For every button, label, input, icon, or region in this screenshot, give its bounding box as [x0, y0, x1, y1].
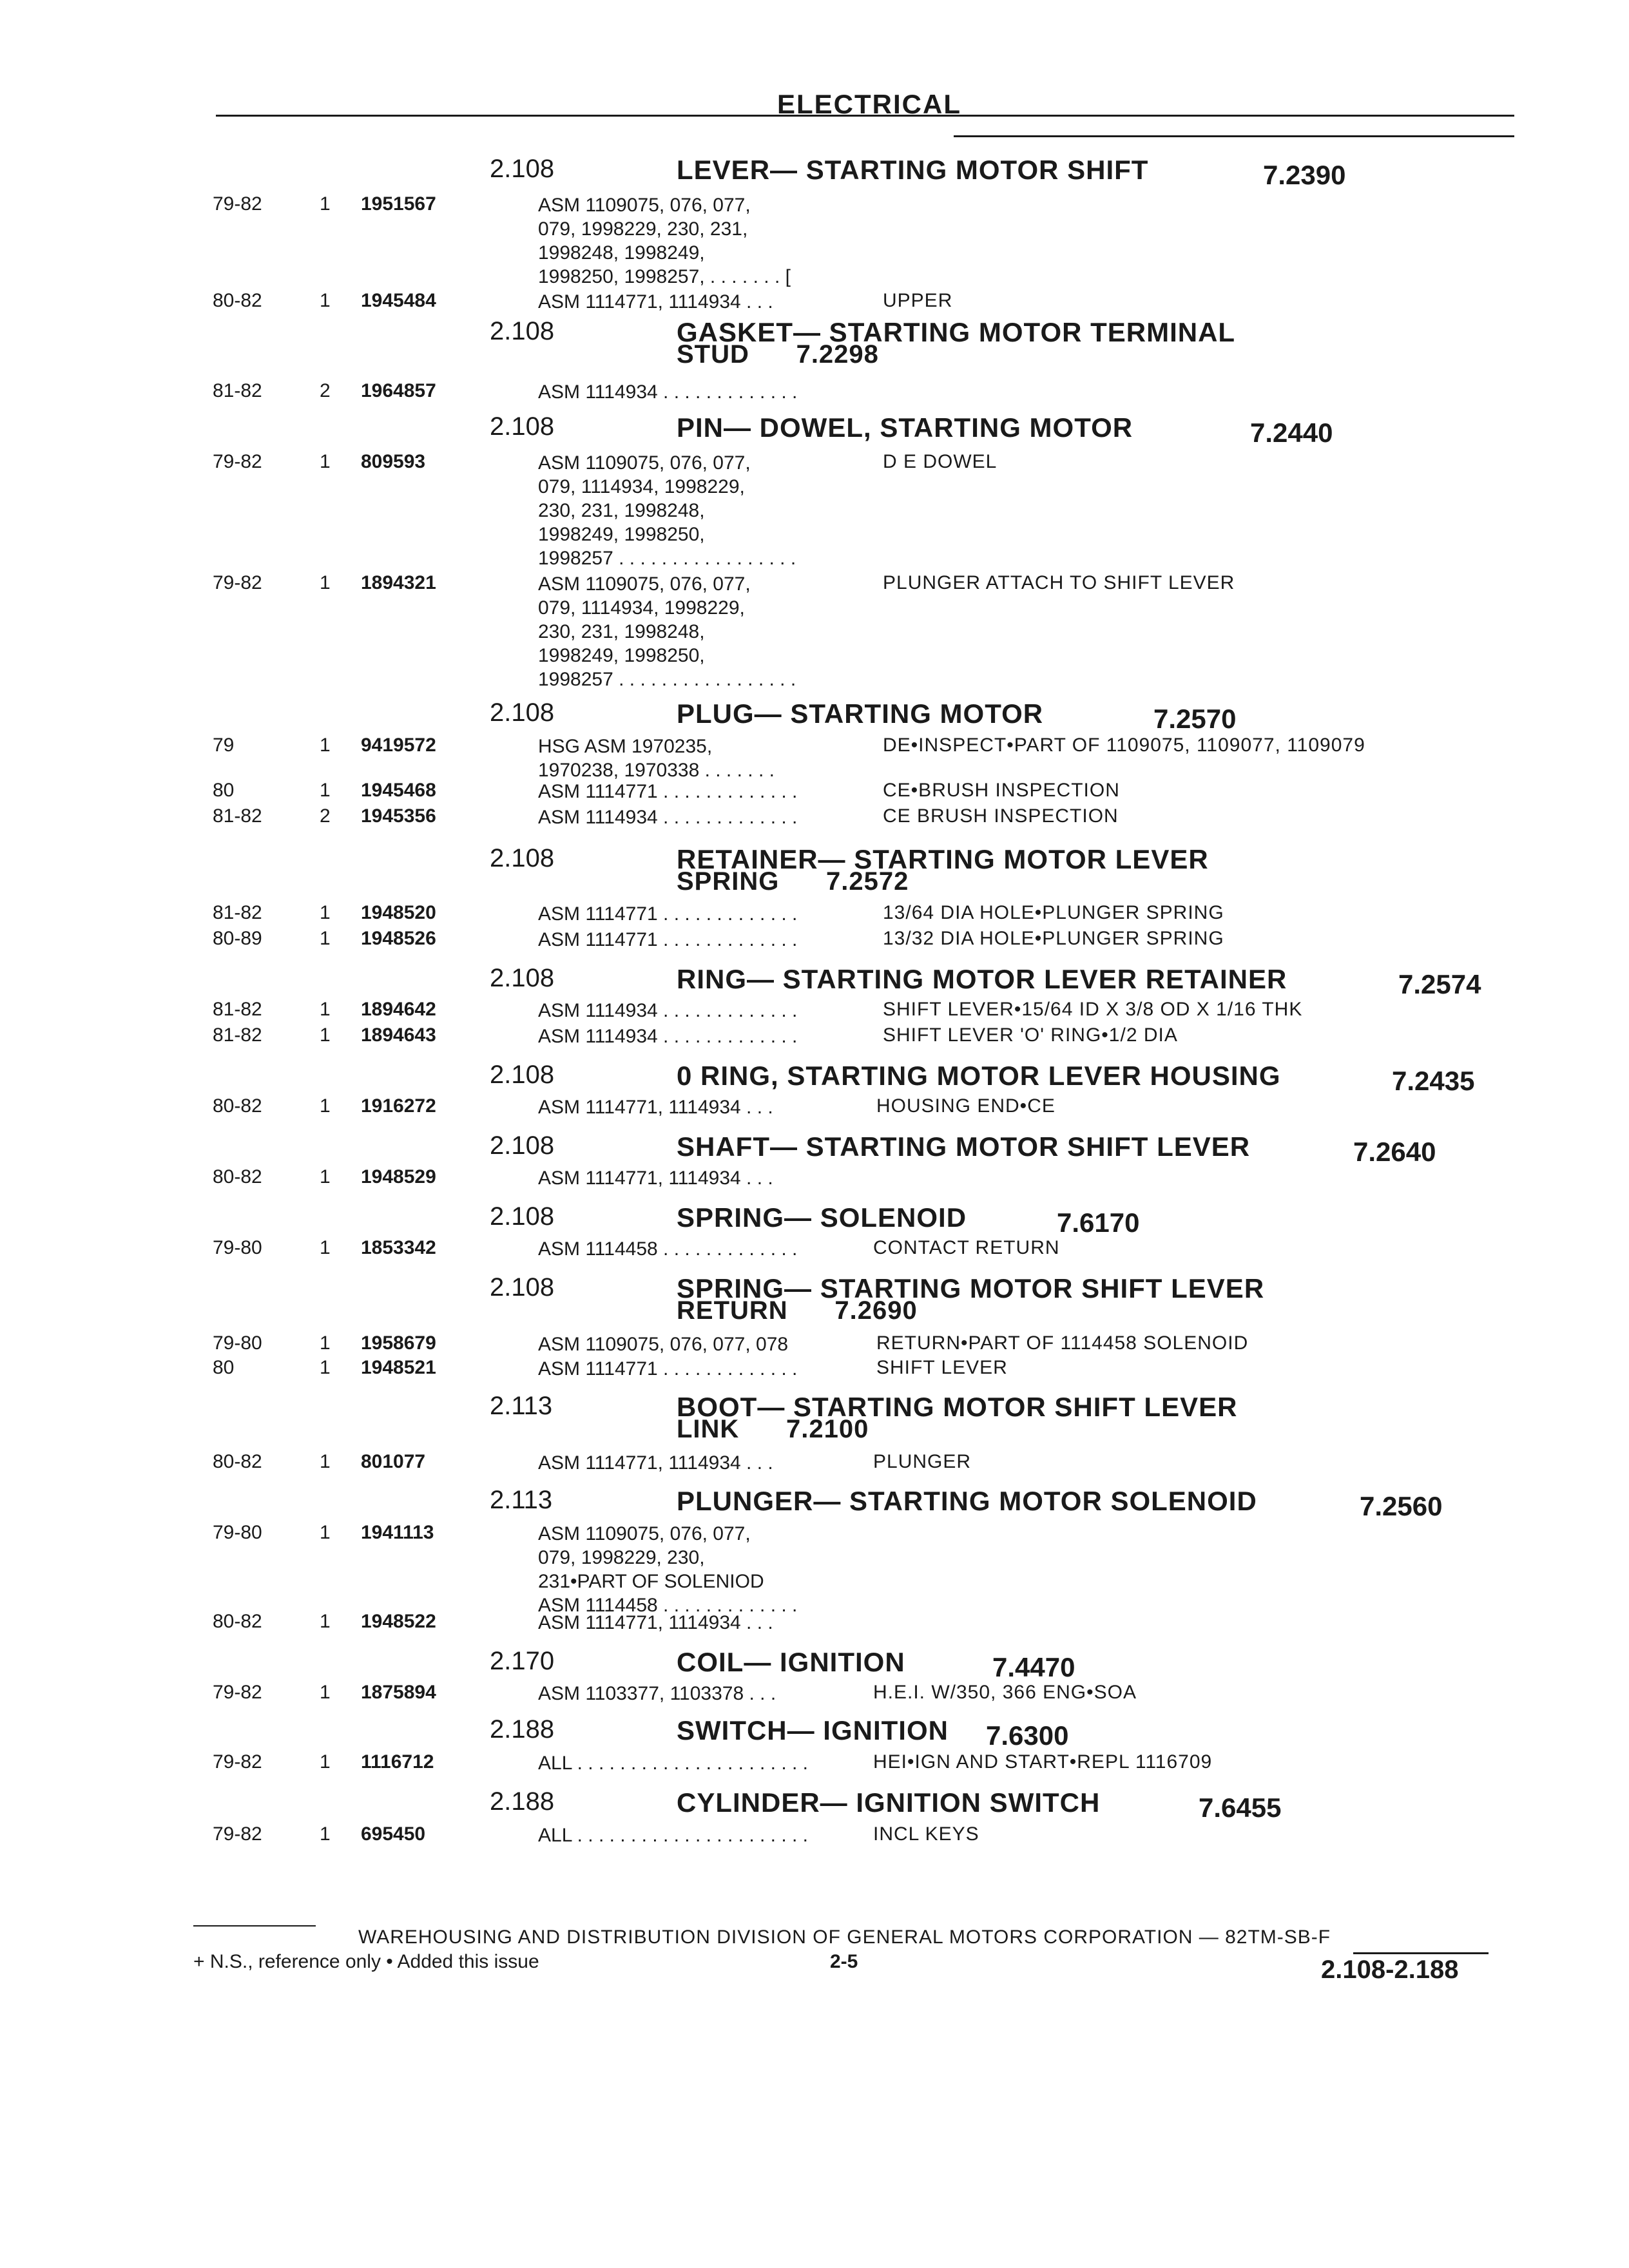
page-title: ELECTRICAL [777, 89, 961, 119]
part-assembly: ASM 1109075, 076, 077, 079, 1114934, 1998229, 230, 231, 1998248, 1998249, 1998250, 1998257 . . . . . . . . . . . . . . . . . [538, 452, 796, 569]
part-quantity: 1 [320, 1682, 331, 1703]
part-years: 81-82 [213, 902, 262, 923]
part-number: 695450 [361, 1823, 426, 1845]
part-quantity: 1 [320, 1095, 331, 1117]
part-note: CE•BRUSH INSPECTION [883, 780, 1120, 801]
part-quantity: 1 [320, 290, 331, 311]
part-note: DE•INSPECT•PART OF 1109075, 1109077, 1109079 [883, 735, 1365, 756]
part-quantity: 1 [320, 735, 331, 756]
part-quantity: 1 [320, 451, 331, 472]
part-note: CE BRUSH INSPECTION [883, 805, 1119, 827]
part-assembly: ASM 1114771 . . . . . . . . . . . . . [538, 903, 798, 925]
section-code: 2.188 [490, 1715, 555, 1744]
part-note: PLUNGER ATTACH TO SHIFT LEVER [883, 572, 1235, 593]
section-ref-number: 7.6455 [1199, 1792, 1282, 1823]
part-assembly: ASM 1114771 . . . . . . . . . . . . . [538, 1358, 798, 1379]
section-code: 2.113 [490, 1392, 553, 1420]
header-rule-right [954, 135, 1514, 137]
part-number: 1948526 [361, 928, 436, 949]
section-title: SHAFT— STARTING MOTOR SHIFT LEVER [677, 1131, 1251, 1162]
part-quantity: 1 [320, 193, 331, 215]
part-years: 80-82 [213, 1095, 262, 1117]
part-number: 1853342 [361, 1237, 436, 1258]
section-title: CYLINDER— IGNITION SWITCH [677, 1787, 1101, 1818]
section-code: 2.108 [490, 317, 555, 345]
footer-rule-left [193, 1925, 316, 1927]
section-header [490, 317, 1521, 369]
section-ref-number: 7.2560 [1360, 1491, 1443, 1521]
section-code: 2.108 [490, 1061, 555, 1089]
part-quantity: 1 [320, 1357, 331, 1378]
part-number: 1894321 [361, 572, 436, 593]
section-title: PLUNGER— STARTING MOTOR SOLENOID [677, 1486, 1257, 1516]
part-number: 9419572 [361, 735, 436, 756]
part-note: SHIFT LEVER 'O' RING•1/2 DIA [883, 1024, 1178, 1046]
part-number: 1948529 [361, 1166, 436, 1187]
part-quantity: 1 [320, 1823, 331, 1845]
part-number: 1951567 [361, 193, 436, 215]
section-code: 2.108 [490, 964, 555, 992]
section-header [490, 844, 1521, 896]
footer-division: WAREHOUSING AND DISTRIBUTION DIVISION OF GENERAL MOTORS CORPORATION — 82TM-SB-F [358, 1927, 1331, 1948]
part-years: 79-80 [213, 1237, 262, 1258]
section-code: 2.188 [490, 1787, 555, 1816]
part-number: 1894643 [361, 1024, 436, 1046]
footer-rule-right [1353, 1952, 1489, 1954]
part-years: 79-80 [213, 1522, 262, 1543]
part-years: 79-82 [213, 1823, 262, 1845]
part-number: 1945468 [361, 780, 436, 801]
part-years: 81-82 [213, 1024, 262, 1046]
section-ref-number: 7.4470 [992, 1652, 1075, 1682]
part-quantity: 1 [320, 999, 331, 1020]
section-title: SPRING— STARTING MOTOR SHIFT LEVER [677, 1273, 1265, 1303]
section-code: 2.113 [490, 1486, 553, 1514]
part-assembly: ALL . . . . . . . . . . . . . . . . . . . . . . [538, 1825, 809, 1846]
section-title: PIN— DOWEL, STARTING MOTOR [677, 412, 1133, 443]
part-number: 1945356 [361, 805, 436, 827]
part-years: 80 [213, 1357, 235, 1378]
footer-legend: + N.S., reference only • Added this issue [193, 1951, 539, 1972]
part-years: 80-82 [213, 290, 262, 311]
part-assembly: ASM 1103377, 1103378 . . . [538, 1683, 776, 1704]
section-ref-number: 7.6170 [1057, 1207, 1140, 1238]
section-title: SPRING— SOLENOID [677, 1202, 967, 1233]
part-quantity: 2 [320, 805, 331, 827]
part-years: 80 [213, 780, 235, 801]
part-quantity: 1 [320, 780, 331, 801]
section-code: 2.108 [490, 155, 555, 183]
section-code: 2.108 [490, 1202, 555, 1231]
part-note: D E DOWEL [883, 451, 998, 472]
part-assembly: ASM 1114771, 1114934 . . . [538, 1612, 773, 1633]
part-note: SHIFT LEVER•15/64 ID X 3/8 OD X 1/16 THK [883, 999, 1303, 1020]
part-note: SHIFT LEVER [876, 1357, 1008, 1378]
part-assembly: ASM 1114771 . . . . . . . . . . . . . [538, 781, 798, 802]
section-ref-number: 7.6300 [986, 1720, 1069, 1751]
section-code: 2.108 [490, 844, 555, 872]
part-assembly: ASM 1114771, 1114934 . . . [538, 1452, 773, 1474]
part-note: HEI•IGN AND START•REPL 1116709 [873, 1751, 1213, 1773]
part-assembly: HSG ASM 1970235, 1970238, 1970338 . . . . . . . [538, 736, 775, 781]
part-quantity: 1 [320, 1751, 331, 1773]
section-header [490, 1273, 1521, 1325]
part-note: PLUNGER [873, 1451, 972, 1472]
part-number: 1894642 [361, 999, 436, 1020]
section-code: 2.108 [490, 1273, 555, 1302]
part-note: 13/64 DIA HOLE•PLUNGER SPRING [883, 902, 1224, 923]
section-title-continued: SPRING 7.2572 [677, 867, 909, 896]
part-quantity: 1 [320, 928, 331, 949]
part-assembly: ASM 1109075, 076, 077, 079, 1114934, 1998229, 230, 231, 1998248, 1998249, 1998250, 1998257 . . . . . . . . . . . . . . . . . [538, 573, 796, 690]
section-title: SWITCH— IGNITION [677, 1715, 949, 1745]
part-assembly: ASM 1114934 . . . . . . . . . . . . . [538, 807, 798, 828]
section-code: 2.108 [490, 412, 555, 441]
section-title: RING— STARTING MOTOR LEVER RETAINER [677, 964, 1287, 994]
part-number: 1941113 [361, 1522, 434, 1543]
part-assembly: ASM 1114771, 1114934 . . . [538, 291, 773, 312]
part-quantity: 1 [320, 1024, 331, 1046]
part-assembly: ASM 1114771, 1114934 . . . [538, 1097, 773, 1118]
section-title-continued: LINK 7.2100 [677, 1415, 869, 1443]
part-assembly: ASM 1114458 . . . . . . . . . . . . . [538, 1238, 798, 1260]
part-note: INCL KEYS [873, 1823, 979, 1845]
part-note: HOUSING END•CE [876, 1095, 1055, 1117]
part-quantity: 2 [320, 380, 331, 401]
part-years: 80-82 [213, 1611, 262, 1632]
part-years: 79-82 [213, 193, 262, 215]
part-number: 1964857 [361, 380, 436, 401]
part-quantity: 1 [320, 1332, 331, 1354]
section-title-continued: STUD 7.2298 [677, 340, 879, 369]
part-quantity: 1 [320, 1522, 331, 1543]
section-title: RETAINER— STARTING MOTOR LEVER [677, 844, 1209, 874]
part-years: 80-82 [213, 1166, 262, 1187]
part-assembly: ALL . . . . . . . . . . . . . . . . . . . . . . [538, 1753, 809, 1774]
part-years: 79-82 [213, 1682, 262, 1703]
part-quantity: 1 [320, 1166, 331, 1187]
part-assembly: ASM 1109075, 076, 077, 078 [538, 1334, 789, 1355]
section-title: BOOT— STARTING MOTOR SHIFT LEVER [677, 1392, 1238, 1422]
part-number: 1948520 [361, 902, 436, 923]
part-number: 1948521 [361, 1357, 436, 1378]
part-years: 79-82 [213, 572, 262, 593]
part-assembly: ASM 1114934 . . . . . . . . . . . . . [538, 381, 798, 403]
part-number: 1958679 [361, 1332, 436, 1354]
section-ref-number: 7.2390 [1263, 160, 1346, 190]
part-assembly: ASM 1114771 . . . . . . . . . . . . . [538, 929, 798, 950]
part-years: 80-89 [213, 928, 262, 949]
part-number: 1916272 [361, 1095, 436, 1117]
part-number: 1948522 [361, 1611, 436, 1632]
part-note: H.E.I. W/350, 366 ENG•SOA [873, 1682, 1137, 1703]
part-number: 809593 [361, 451, 426, 472]
section-ref-number: 7.2435 [1392, 1066, 1475, 1096]
section-title: COIL— IGNITION [677, 1647, 905, 1677]
part-number: 1945484 [361, 290, 436, 311]
section-title-continued: RETURN 7.2690 [677, 1296, 918, 1325]
part-assembly: ASM 1109075, 076, 077, 079, 1998229, 230, 231, 1998248, 1998249, 1998250, 1998257, . . . . . . . [ [538, 195, 791, 287]
part-quantity: 1 [320, 1611, 331, 1632]
part-years: 81-82 [213, 805, 262, 827]
section-code: 2.170 [490, 1647, 555, 1675]
part-number: 1116712 [361, 1751, 434, 1773]
part-years: 79 [213, 735, 235, 756]
part-assembly: ASM 1114934 . . . . . . . . . . . . . [538, 1026, 798, 1047]
part-quantity: 1 [320, 572, 331, 593]
section-header [490, 1392, 1521, 1443]
part-years: 80-82 [213, 1451, 262, 1472]
page-range: 2.108-2.188 [1321, 1956, 1459, 1984]
part-years: 81-82 [213, 999, 262, 1020]
section-ref-number: 7.2440 [1250, 418, 1333, 448]
section-title: 0 RING, STARTING MOTOR LEVER HOUSING [677, 1061, 1281, 1091]
part-years: 79-82 [213, 451, 262, 472]
part-assembly: ASM 1114771, 1114934 . . . [538, 1168, 773, 1189]
part-assembly: ASM 1114934 . . . . . . . . . . . . . [538, 1000, 798, 1021]
part-years: 81-82 [213, 380, 262, 401]
part-note: 13/32 DIA HOLE•PLUNGER SPRING [883, 928, 1224, 949]
part-quantity: 1 [320, 1451, 331, 1472]
part-note: CONTACT RETURN [873, 1237, 1060, 1258]
part-years: 79-82 [213, 1751, 262, 1773]
part-number: 1875894 [361, 1682, 436, 1703]
section-ref-number: 7.2640 [1353, 1137, 1436, 1167]
part-years: 79-80 [213, 1332, 262, 1354]
part-note: RETURN•PART OF 1114458 SOLENOID [876, 1332, 1249, 1354]
section-title: LEVER— STARTING MOTOR SHIFT [677, 155, 1149, 185]
section-title: PLUG— STARTING MOTOR [677, 698, 1044, 729]
part-note: UPPER [883, 290, 953, 311]
part-quantity: 1 [320, 902, 331, 923]
section-title: GASKET— STARTING MOTOR TERMINAL [677, 317, 1236, 347]
section-code: 2.108 [490, 698, 555, 727]
section-ref-number: 7.2574 [1398, 969, 1481, 999]
part-assembly: ASM 1109075, 076, 077, 079, 1998229, 230, 231•PART OF SOLENIOD ASM 1114458 . . . . . . . . . . . . . [538, 1523, 798, 1616]
section-code: 2.108 [490, 1131, 555, 1160]
part-quantity: 1 [320, 1237, 331, 1258]
page-number: 2-5 [830, 1951, 858, 1972]
part-number: 801077 [361, 1451, 426, 1472]
section-ref-number: 7.2570 [1153, 704, 1237, 734]
